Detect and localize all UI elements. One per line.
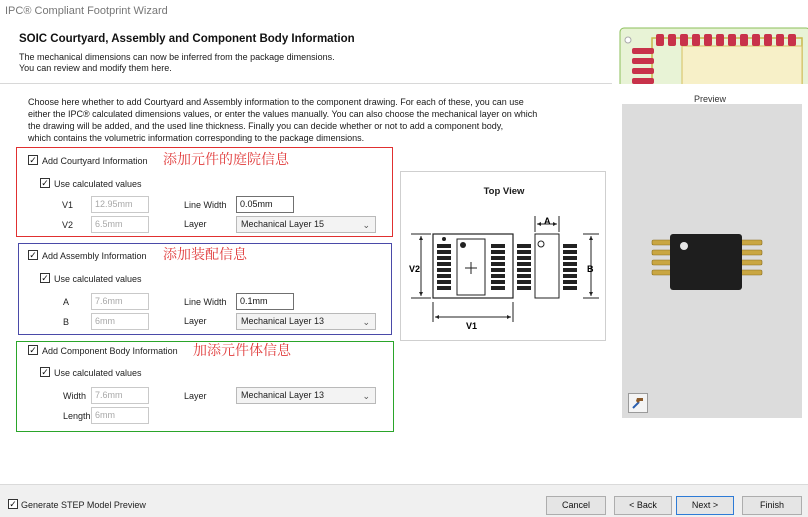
body-checkbox-label: Add Component Body Information [42,346,178,356]
assembly-use-calculated-checkbox[interactable]: ✓ [41,273,49,283]
wizard-footer [0,484,808,517]
assembly-layer-value: Mechanical Layer 13 [241,316,325,326]
courtyard-layer-select[interactable] [236,216,376,233]
courtyard-line-width-label: Line Width [184,200,227,210]
b-input[interactable]: 6mm [91,313,149,330]
body-layer-select[interactable] [236,387,376,404]
ic-3d-preview [622,104,802,418]
step-preview-label: Generate STEP Model Preview [21,500,146,510]
courtyard-line-width-input[interactable]: 0.05mm [236,196,294,213]
intro-line: the drawing will be added, and the used line thickness. Finally you can decide whether or not to add a component body, [28,121,504,131]
courtyard-use-calculated-label: Use calculated values [54,179,142,189]
assembly-annotation: 添加装配信息 [163,247,247,263]
length-input[interactable]: 6mm [91,407,149,424]
courtyard-checkbox-label: Add Courtyard Information [42,156,148,166]
intro-text [28,96,588,144]
intro-line: which contains the volumetric information corresponding to the package dimensions. [28,133,365,143]
body-layer-value: Mechanical Layer 13 [241,390,325,400]
finish-button[interactable]: Finish [742,496,802,515]
page-subtitle-line2: You can review and modify them here. [19,63,172,73]
top-view-diagram [401,172,607,342]
hammer-icon-button[interactable] [628,393,648,413]
preview-viewport[interactable] [622,104,802,418]
step-preview-checkbox[interactable]: ✓ [9,499,17,509]
assembly-line-width-label: Line Width [184,297,227,307]
page-subtitle-line1: The mechanical dimensions can now be inferred from the package dimensions. [19,52,335,62]
wizard-header [0,24,808,84]
courtyard-layer-label: Layer [184,219,207,229]
window-title: IPC® Compliant Footprint Wizard [5,5,168,17]
assembly-use-calculated-label: Use calculated values [54,274,142,284]
body-use-calculated-label: Use calculated values [54,368,142,378]
a-label: A [63,297,70,307]
label-a: A [544,216,551,226]
page-title: SOIC Courtyard, Assembly and Component Body Information [19,33,355,45]
courtyard-checkbox[interactable]: ✓ [29,155,37,165]
chevron-down-icon: ⌄ [362,317,370,327]
courtyard-use-calculated-checkbox[interactable]: ✓ [41,178,49,188]
a-input[interactable]: 7.6mm [91,293,149,310]
body-checkbox[interactable]: ✓ [29,345,37,355]
label-v1: V1 [466,321,478,331]
courtyard-layer-value: Mechanical Layer 15 [241,219,325,229]
label-b: B [587,264,594,274]
assembly-line-width-input[interactable]: 0.1mm [236,293,294,310]
preview-label: Preview [694,94,727,104]
back-button[interactable]: < Back [614,496,672,515]
v2-input[interactable]: 6.5mm [91,216,149,233]
top-view-title: Top View [483,186,525,197]
intro-line: either the IPC® calculated dimensions values, or enter the values manually. You can also choose the mechanical layer on which [28,109,538,119]
v1-input[interactable]: 12.95mm [91,196,149,213]
next-button[interactable]: Next > [676,496,734,515]
chevron-down-icon: ⌄ [362,220,370,230]
window-titlebar [0,0,808,24]
body-use-calculated-checkbox[interactable]: ✓ [41,367,49,377]
assembly-layer-select[interactable] [236,313,376,330]
b-label: B [63,317,70,327]
top-view-panel [400,171,606,341]
v1-label: V1 [62,200,74,210]
chevron-down-icon: ⌄ [362,391,370,401]
width-label: Width [63,391,87,401]
width-input[interactable]: 7.6mm [91,387,149,404]
cancel-button[interactable]: Cancel [546,496,606,515]
body-annotation: 加添元件体信息 [193,343,291,359]
header-footprint-illustration [612,24,808,84]
assembly-layer-label: Layer [184,316,207,326]
assembly-checkbox[interactable]: ✓ [29,250,37,260]
body-layer-label: Layer [184,391,207,401]
courtyard-annotation: 添加元件的庭院信息 [163,152,289,168]
hammer-icon [629,394,647,412]
length-label: Length [63,411,91,421]
label-v2: V2 [409,264,421,274]
assembly-checkbox-label: Add Assembly Information [42,251,147,261]
intro-line: Choose here whether to add Courtyard and Assembly information to the component drawing. For each of these, you can use [28,97,524,107]
v2-label: V2 [62,220,74,230]
